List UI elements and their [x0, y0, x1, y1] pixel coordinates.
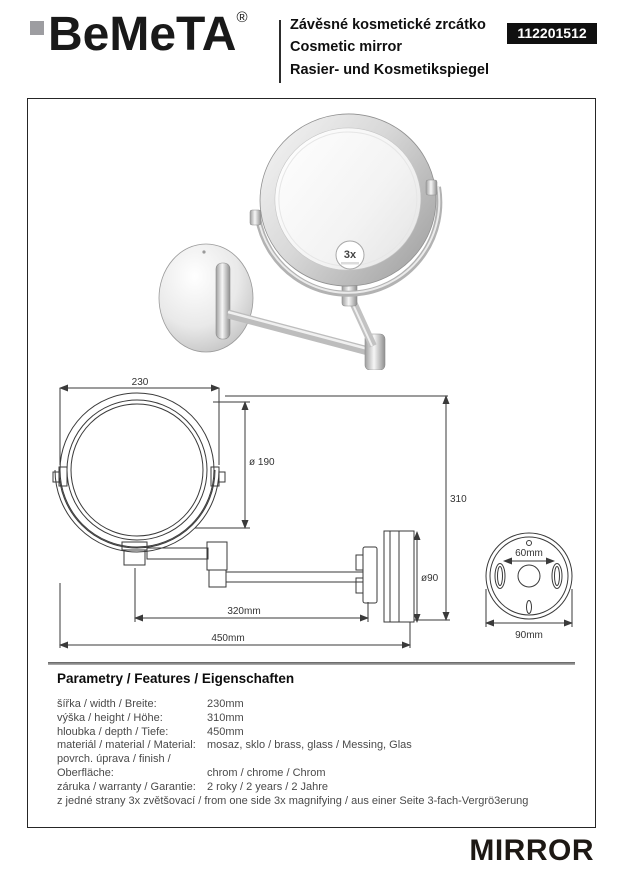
photo-arm-bar-highlight — [228, 312, 372, 350]
dim-label-width: 230 — [131, 377, 149, 388]
dim-label-plate-width: 90mm — [515, 630, 543, 641]
product-title-de: Rasier- und Kosmetikspiegel — [290, 61, 490, 78]
category-label: MIRROR — [469, 834, 594, 867]
param-label: záruka / warranty / Garantie: — [57, 780, 196, 793]
dim-label-mirror-diameter: ø 190 — [249, 457, 275, 468]
section-separator — [48, 662, 575, 665]
product-titles — [290, 14, 489, 81]
dim-label-plate-diameter: ø90 — [421, 573, 439, 584]
photo-wall-plate — [159, 244, 253, 352]
drawing-joint1 — [207, 542, 227, 570]
param-row-depth — [57, 726, 577, 740]
param-value: 450mm — [207, 725, 244, 738]
photo-pivot-pin-left — [250, 210, 261, 225]
brand-logo — [48, 10, 248, 59]
param-value: chrom / chrome / Chrom — [207, 766, 326, 779]
technical-drawing — [38, 375, 594, 655]
product-photo — [140, 100, 460, 370]
param-value: 310mm — [207, 711, 244, 724]
param-value: 2 roky / 2 years / 2 Jahre — [207, 780, 329, 793]
param-row-material — [57, 739, 577, 753]
param-row-width — [57, 698, 577, 712]
photo-hinge — [216, 263, 230, 339]
param-row-height — [57, 712, 577, 726]
dim-label-arm-reach: 320mm — [227, 606, 261, 617]
parameters-table — [57, 698, 577, 808]
param-note-magnifying: z jedné strany 3x zvětšovací / from one side 3x magnifying / aus einer Seite 3-fach-Vergrö3erung — [57, 794, 529, 807]
param-label: hloubka / depth / Tiefe: — [57, 725, 169, 738]
registered-trademark-icon: ® — [236, 9, 248, 26]
photo-arm-bar — [228, 314, 372, 352]
photo-link-bar-highlight — [351, 300, 372, 346]
magnification-badge-microtext — [341, 262, 359, 265]
parameters-heading: Parametry / Features / Eigenschaften — [57, 671, 295, 686]
photo-pivot-pin-right — [426, 180, 437, 195]
param-row-warranty — [57, 781, 577, 795]
param-label: výška / height / Höhe: — [57, 711, 163, 724]
param-label: materiál / material / Material: — [57, 739, 196, 752]
product-title-en: Cosmetic mirror — [290, 39, 403, 56]
magnification-badge-label: 3x — [343, 249, 357, 261]
param-value: 230mm — [207, 698, 244, 710]
product-code-badge: 112201512 — [507, 23, 597, 44]
dimension-height — [225, 396, 450, 620]
param-value: mosaz, sklo / brass, glass / Messing, Glas — [207, 739, 412, 752]
param-label: šířka / width / Breite: — [57, 698, 157, 710]
photo-plate-screw — [202, 250, 205, 253]
brand-logo-square — [30, 21, 44, 35]
dim-label-height: 310 — [450, 494, 467, 505]
header-divider — [279, 20, 281, 83]
drawing-wall-hinge — [363, 547, 377, 603]
param-label: povrch. úprava / finish / Oberfläche: — [57, 753, 171, 779]
dim-label-total-depth: 450mm — [211, 633, 245, 644]
brand-name: BeMeTA — [48, 8, 237, 61]
param-row-finish — [57, 753, 577, 781]
product-title-cs: Závěsné kosmetické zrcátko — [290, 17, 486, 33]
drawing-front-view — [53, 393, 414, 622]
drawing-arm-bar2 — [226, 572, 363, 582]
dim-label-hole-spacing: 60mm — [515, 548, 543, 559]
